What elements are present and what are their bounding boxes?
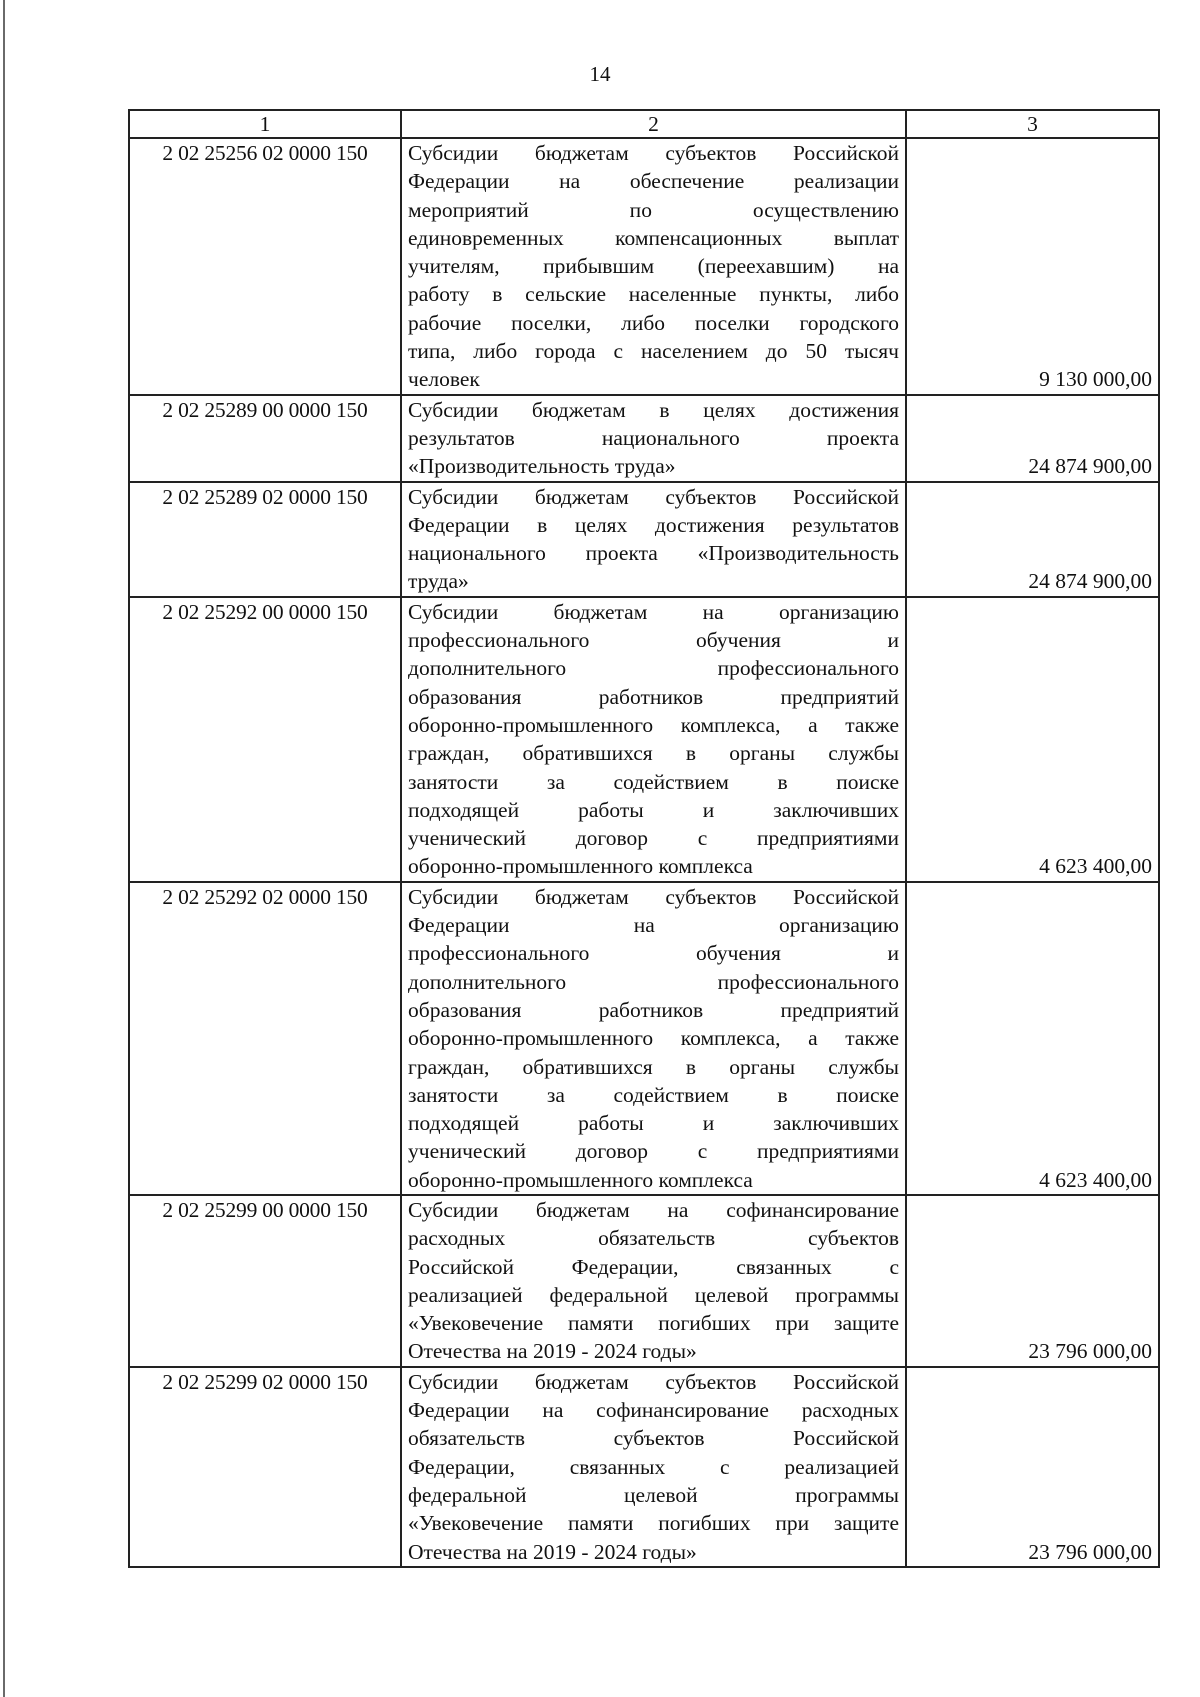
budget-code-cell: 2 02 25289 00 0000 150	[129, 395, 401, 482]
description-line: единовременных компенсационных выплат	[408, 225, 899, 250]
description-line: человек	[408, 367, 480, 392]
description-cell	[401, 138, 906, 395]
description-line: образования работников предприятий	[408, 684, 899, 709]
description-line: дополнительного профессионального	[408, 656, 899, 681]
description-line: Федерации на организацию	[408, 913, 899, 938]
description-line: мероприятий по осуществлению	[408, 197, 899, 222]
description-line: занятости за содействием в поиске	[408, 769, 899, 794]
description-line: Субсидии бюджетам субъектов Российской	[408, 141, 899, 165]
page-number: 14	[589, 62, 611, 86]
description-line: Субсидии бюджетам в целях достижения	[408, 397, 899, 422]
description-line: ученический договор с предприятиями	[408, 826, 899, 851]
description-line: Федерации в целях достижения результатов	[408, 512, 899, 537]
table-row	[129, 882, 1159, 1195]
description-line: «Увековечение памяти погибших при защите	[408, 1511, 899, 1536]
table-row	[129, 482, 1159, 597]
description-line: «Увековечение памяти погибших при защите	[408, 1311, 899, 1336]
description-line: работу в сельские населенные пункты, либо	[408, 282, 899, 307]
description-line: граждан, обратившихся в органы службы	[408, 741, 899, 766]
description-line: учителям, прибывшим (переехавшим) на	[408, 254, 899, 279]
description-line: Субсидии бюджетам субъектов Российской	[408, 484, 899, 509]
table-row	[129, 1195, 1159, 1367]
description-line: профессионального обучения и	[408, 628, 899, 653]
description-cell	[401, 482, 906, 597]
description-line: рабочие поселки, либо поселки городского	[408, 310, 899, 335]
amount-cell: 4 623 400,00	[906, 882, 1159, 1195]
description-line: труда»	[408, 569, 469, 594]
description-line: Российской Федерации, связанных с	[408, 1254, 899, 1279]
description-line: ученический договор с предприятиями	[408, 1139, 899, 1164]
description-line: Субсидии бюджетам на софинансирование	[408, 1197, 899, 1222]
description-cell	[401, 395, 906, 482]
amount-cell: 24 874 900,00	[906, 482, 1159, 597]
description-line: «Производительность труда»	[408, 454, 676, 479]
description-line: типа, либо города с населением до 50 тысяч	[408, 339, 899, 364]
description-line: реализацией федеральной целевой программы	[408, 1282, 899, 1307]
description-line: дополнительного профессионального	[408, 969, 899, 994]
table-row	[129, 1367, 1159, 1567]
description-line: Субсидии бюджетам на организацию	[408, 599, 899, 624]
description-line: оборонно-промышленного комплекса	[408, 854, 753, 879]
budget-code-cell: 2 02 25299 02 0000 150	[129, 1367, 401, 1567]
description-line: результатов национального проекта	[408, 425, 899, 450]
description-line: оборонно-промышленного комплекса, а также	[408, 1026, 899, 1051]
column-header-1: 1	[129, 110, 401, 138]
amount-cell: 4 623 400,00	[906, 597, 1159, 882]
table-row	[129, 395, 1159, 482]
amount-cell: 24 874 900,00	[906, 395, 1159, 482]
amount-cell: 23 796 000,00	[906, 1367, 1159, 1567]
description-line: образования работников предприятий	[408, 997, 899, 1022]
description-line: Отечества на 2019 - 2024 годы»	[408, 1339, 697, 1364]
budget-code-cell: 2 02 25256 02 0000 150	[129, 138, 401, 395]
budget-code-cell: 2 02 25289 02 0000 150	[129, 482, 401, 597]
description-line: подходящей работы и заключивших	[408, 797, 899, 822]
column-header-2: 2	[401, 110, 906, 138]
description-line: Субсидии бюджетам субъектов Российской	[408, 1369, 899, 1394]
description-cell	[401, 882, 906, 1195]
description-line: подходящей работы и заключивших	[408, 1111, 899, 1136]
description-line: граждан, обратившихся в органы службы	[408, 1054, 899, 1079]
column-header-3: 3	[906, 110, 1159, 138]
description-cell	[401, 1367, 906, 1567]
table-row	[129, 138, 1159, 395]
description-line: расходных обязательств субъектов	[408, 1226, 899, 1251]
description-line: Федерации, связанных с реализацией	[408, 1454, 899, 1479]
table-row	[129, 597, 1159, 882]
description-line: федеральной целевой программы	[408, 1482, 899, 1507]
description-cell	[401, 597, 906, 882]
amount-cell: 23 796 000,00	[906, 1195, 1159, 1367]
description-line: Федерации на софинансирование расходных	[408, 1398, 899, 1423]
budget-code-cell: 2 02 25292 02 0000 150	[129, 882, 401, 1195]
description-line: оборонно-промышленного комплекса	[408, 1167, 753, 1192]
description-line: национального проекта «Производительность	[408, 541, 899, 566]
budget-code-cell: 2 02 25292 00 0000 150	[129, 597, 401, 882]
table-header-row	[129, 110, 1159, 138]
description-line: обязательств субъектов Российской	[408, 1426, 899, 1451]
amount-cell: 9 130 000,00	[906, 138, 1159, 395]
description-line: Субсидии бюджетам субъектов Российской	[408, 884, 899, 909]
table-body	[129, 110, 1159, 1567]
budget-code-cell: 2 02 25299 00 0000 150	[129, 1195, 401, 1367]
scan-left-edge	[3, 0, 5, 1697]
description-line: занятости за содействием в поиске	[408, 1082, 899, 1107]
description-cell	[401, 1195, 906, 1367]
description-line: Федерации на обеспечение реализации	[408, 169, 899, 194]
description-line: профессионального обучения и	[408, 941, 899, 966]
description-line: оборонно-промышленного комплекса, а также	[408, 712, 899, 737]
budget-table	[128, 109, 1160, 1568]
description-line: Отечества на 2019 - 2024 годы»	[408, 1539, 697, 1564]
